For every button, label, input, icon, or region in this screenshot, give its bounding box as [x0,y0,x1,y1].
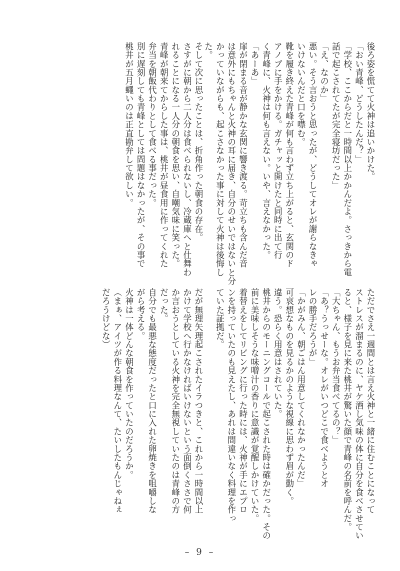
text-line: さすがに朝から二人分は食べられないし、冷蔵庫へと仕舞わ [182,42,193,277]
text-line: レの勝手だろうが」 [308,288,319,367]
text-line: ると、様子を見に来た桃井が驚いた顔で青峰の名前を呼んだ。 [342,288,353,532]
text-line: 扉が閉まる音が静かな玄関に響き渡る。苛立ちも含んだ音 [238,42,249,268]
text-block-lower-left [84,288,204,514]
text-line: 「大ちゃん、もうお弁当食べてるの？」 [331,288,342,445]
text-line: ていた証拠だ。 [215,288,226,349]
text-line: れることになる一人分の朝食を思い、自嘲気味に笑った。 [170,42,181,268]
text-line: だった。 [159,288,170,323]
text-line: いけないんだと口を噤む。 [296,42,307,147]
text-line: く青峰に、火神は何も言えない。いや、言えなかった。 [261,42,272,260]
text-line: 「え、なのか」 [319,42,330,103]
text-line: 後ろ姿を慌てて火神は追いかけた。 [366,42,376,182]
text-line: 着替えをしてリビングに行った時には、火神が手にエプロ [238,288,249,514]
text-line: 青峰が朝来てからした事は、桃井が昼食用に作ってくれた [159,42,170,268]
text-line: がら考える。 [136,288,147,341]
text-line: ストレスが溜まるのに、ヤケ酒し気味の体に自分を食べさせてい [354,288,365,541]
text-block-upper-left [84,42,204,277]
page-number: – 9 – [184,548,216,558]
text-line: アノブに手をかける。ガチャッと開けたと同時に出て行 [273,42,284,260]
text-line: 自分でも最悪な態度だったと口に入れた卵焼きを咀嚼しな [147,288,158,514]
text-line: 可哀想なものを見るかのような視線に思わず眉が動く。 [284,288,295,506]
text-line: た。 [203,42,214,60]
text-line: か言おうとしている火神を完全無視していたのは青峰の方 [170,288,181,514]
text-line: 「かがみん、朝ごはん用意してくれなかったんだ」 [296,288,307,488]
text-line: （まぁ、アイツが作る料理なんて、たいしたもんじゃねぇ [112,288,123,514]
text-line: だろうけどな） [101,288,112,349]
text-block-upper-right [203,42,376,286]
text-line: は意外にもちゃんと火神の耳に届き、自分のせいではないと分 [226,42,237,286]
text-line: ただでさえ一週間とは言え火神と一緒に住むことになって [366,288,376,514]
text-line: 「あーあ」 [250,42,261,86]
text-line: 桃井が五月蠅いのは正直勘弁して欲しい。 [124,42,135,208]
text-line: 別に遅刻しても青峰としては問題はなかったが、その事で [136,42,147,268]
text-line: 前に美味しそうな味噌汁の香りに意識が覚醒しかけていた。 [250,288,261,523]
text-line: かっていながらも、起こさなかった事に対して火神は後悔し [215,42,226,277]
text-line: 桃井からのモーニングコールで起こされた時は確かだった。その [261,288,272,541]
text-line: 違う。恐らく用意はされていた。 [273,288,284,419]
text-line: 悪い。そう言おうと思ったが、どうしてオレが謝らなきゃ [308,42,319,268]
text-line: だが無理矢理起こされたイラつきと、これから一時間以上 [194,288,204,514]
text-line: ンを持っていたのも見えたし、あれは間違いなく料理を作っ [226,288,237,523]
text-line: 「あ？うっせーな。オレがいつどこで食べようとオ [319,288,330,488]
text-line: かけて学校へ行かなければいけないという面倒くささで何 [182,288,193,514]
text-line: そして次に思ったことは、折角作った朝食の存在。 [194,42,204,242]
text-line: 「おい青峰、どうしたんだ？」 [354,42,365,164]
text-line: 「学校、ここからだと一時間以上かかんだよ。さっきから電 [342,42,353,277]
text-line: 火神は一体どんな朝食を作っていたのだろうか。 [124,288,135,480]
text-line: 弁当を朝飯代わりとして食べる事だった。 [147,42,158,208]
text-line: 話で起こされてたが完全寝坊だった」 [331,42,342,190]
text-line: 靴を履き終えた青峰が何も言わず立ち上がると、玄関のド [284,42,295,268]
text-block-lower-right [215,288,376,541]
